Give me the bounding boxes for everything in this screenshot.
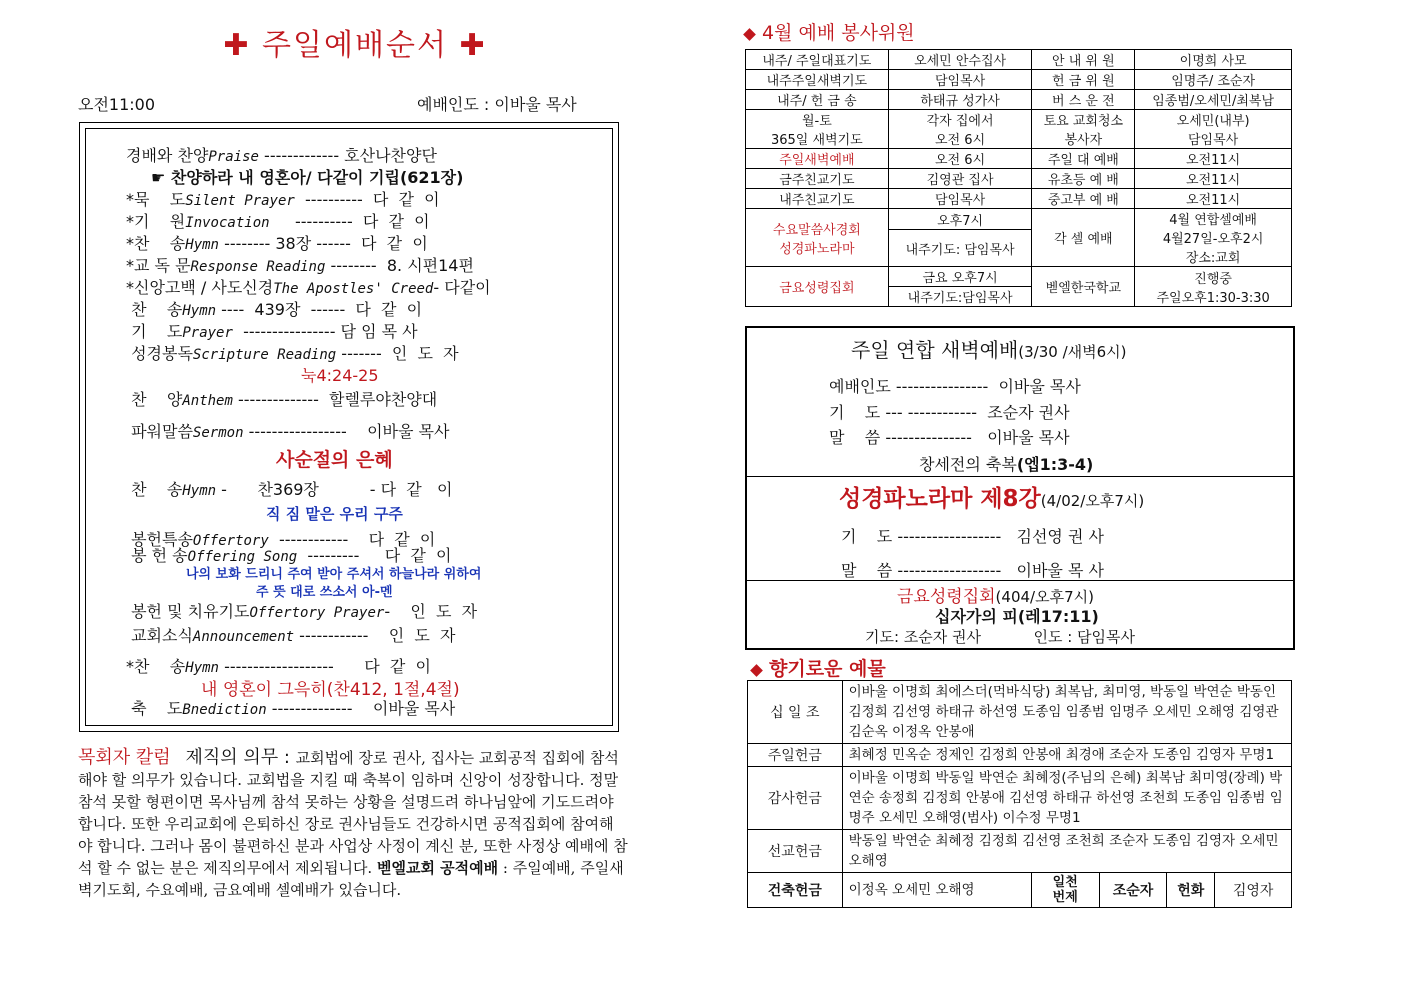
- order-line: 봉 헌 송Offering Song --------- 다 같 이: [126, 546, 452, 565]
- order-line: *찬 송Hymn -------- 38장 ------ 다 같 이: [126, 234, 428, 253]
- table-row: 선교헌금 박동일 박연순 최혜정 김정희 김선영 조천희 조순자 도종임 김영자 오세민 오해영: [748, 830, 1292, 873]
- column-label: 목회자 칼럼: [78, 747, 171, 768]
- cross-icon: ✚: [223, 28, 251, 63]
- column-bold: 벧엘교회 공적예배: [376, 859, 499, 877]
- table-row: 주일새벽예배 오전 6시 주일 대 예배 오전11시: [746, 149, 1292, 169]
- offering-title: 향기로운 예물: [769, 658, 886, 680]
- scripture-ref: 눅4:24-25: [301, 366, 379, 385]
- panorama-line: 기 도 ------------------ 김선영 권 사: [841, 527, 1104, 546]
- order-line: *기 원Invocation ---------- 다 같 이: [126, 212, 430, 231]
- cross-icon: ✚: [459, 28, 487, 63]
- offering-song-lyric: 나의 보화 드리니 주여 받아 주셔서 하늘나라 위하여: [186, 567, 482, 582]
- service-leader: 예배인도 : 이바울 목사: [417, 95, 577, 114]
- dawn-line: 예배인도 ---------------- 이바울 목사: [829, 377, 1081, 396]
- table-row: 내주/ 헌 금 송 하태규 성가사 버 스 운 전 임종범/오세민/최복남: [746, 90, 1292, 110]
- order-line: 교회소식Announcement ------------ 인 도 자: [126, 626, 456, 645]
- dawn-line: 기 도 --- ------------ 조순자 권사: [829, 403, 1070, 422]
- order-line: 찬 송Hymn - 찬369장 - 다 같 이: [126, 480, 453, 499]
- panorama-title-row: 성경파노라마 제8강(4/02/오후7시): [839, 486, 1145, 512]
- column-heading: 제직의 의무 :: [185, 747, 296, 768]
- order-line: 축 도Bnediction -------------- 이바울 목사: [126, 699, 456, 718]
- diamond-bullet-icon: [750, 664, 763, 677]
- table-row: 내주/ 주일대표기도 오세민 안수집사 안 내 위 원 이명희 사모: [746, 50, 1292, 70]
- friday-footer: 기도: 조순자 권사 인도 : 담임목사: [865, 628, 1135, 646]
- table-row: 내주기도:담임목사: [746, 287, 1292, 307]
- order-line: 경배와 찬양Praise ------------- 호산나찬양단: [126, 146, 437, 165]
- schedule-title-row: [745, 18, 915, 45]
- diamond-bullet-icon: [743, 28, 756, 41]
- table-row: 내주친교기도 담임목사 중고부 예 배 오전11시: [746, 189, 1292, 209]
- offering-table: [747, 680, 1292, 908]
- dawn-service-box: [745, 326, 1295, 650]
- table-row: 수요말씀사경회 성경파노라마 오후7시 각 셀 예배 4월 연합셀예배 4월27일-오후2시 장소:교회: [746, 209, 1292, 230]
- friday-title-row: 금요성령집회(404/오후7시): [897, 587, 1094, 607]
- closing-hymn: 내 영혼이 그윽히(찬412, 1절,4절): [201, 680, 460, 700]
- service-schedule-table: [745, 49, 1292, 307]
- order-line: *신앙고백 / 사도신경The Apostles' Creed- 다같이: [126, 278, 491, 297]
- table-row: 내주기도: 담임목사: [746, 230, 1292, 267]
- table-row: 월-토 365일 새벽기도 각자 집에서 오전 6시 토요 교회청소 봉사자 오세민(내부) 담임목사: [746, 110, 1292, 149]
- order-line: 성경봉독Scripture Reading ------- 인 도 자: [126, 344, 459, 363]
- order-line: 파워말씀Sermon ----------------- 이바울 목사: [126, 422, 450, 441]
- worship-order-box: [79, 122, 619, 732]
- service-time: 오전11:00: [78, 95, 156, 114]
- schedule-title: 4월 예배 봉사위원: [762, 22, 915, 44]
- order-line: *찬 송Hymn ------------------- 다 같 이: [126, 657, 431, 676]
- table-row: 금요성령집회 금요 오후7시 벧엘한국학교 진행중 주일오후1:30-3:30: [746, 267, 1292, 287]
- order-line: ☛ 찬양하라 내 영혼아/ 다같이 기립(621장): [151, 168, 464, 187]
- order-line: 기 도Prayer ---------------- 담 임 목 사: [126, 322, 418, 341]
- page-title: [215, 20, 495, 64]
- dawn-message: 창세전의 축복(엡1:3-4): [919, 455, 1094, 474]
- order-line: 봉헌특송Offertory ------------ 다 같 이: [126, 530, 436, 549]
- table-row: 십 일 조 이바울 이명희 최에스더(먹바식당) 최복남, 최미영, 박동일 박연순 박동인 김정희 김선영 하태규 하선영 도종임 임종범 임명주 오세민 오해영 김영관 김순옥 이정옥 안봉애: [748, 681, 1292, 744]
- divider: [747, 476, 1293, 477]
- hymn-title: 직 짐 맡은 우리 구주: [266, 505, 403, 523]
- table-row: 주일헌금 최혜정 민옥순 정제인 김정희 안봉애 최경애 조순자 도종임 김영자 무명1: [748, 744, 1292, 767]
- table-row: 금주친교기도 김영관 집사 유초등 예 배 오전11시: [746, 169, 1292, 189]
- dawn-title-row: 주일 연합 새벽예배(3/30 /새벽6시): [851, 338, 1127, 362]
- order-line: 봉헌 및 치유기도Offertory Prayer- 인 도 자: [126, 602, 478, 621]
- offering-song-lyric: 주 뜻 대로 쓰소서 아-멘: [256, 585, 393, 600]
- table-row: 내주주일새벽기도 담임목사 헌 금 위 원 임명주/ 조순자: [746, 70, 1292, 90]
- column-text: : 주일예배, 주일새벽기도회, 수요예배, 금요예배 셀예배가 있습니다.: [78, 859, 624, 899]
- sermon-title: 사순절의 은혜: [276, 449, 393, 471]
- panorama-line: 말 씀 ------------------ 이바울 목 사: [841, 561, 1104, 580]
- order-line: *교 독 문Response Reading -------- 8. 시편14편: [126, 256, 474, 275]
- column-text: 교회법에 장로 권사, 집사는 교회공적 집회에 참석해야 할 의무가 있습니다. 교회법을 지킬 때 축복이 임하며 신앙이 성장합니다. 정말 참석 못할 형편이면 목사님께 참석 못하는 상황을 설명드려 하나님앞에 기도드려야 합니다. 또한 우리교회에 은퇴하신 장로 권사님들도 건강하시면 공적집회에 참여해야 합니다. 그러나 몸이 불편하신 분과 사업상 사정이 계신 분, 또한 사정상 예배에 참석 할 수 없는 분은 제직의무에서 제외됩니다.: [78, 749, 628, 877]
- table-row: 건축헌금 이정옥 오세민 오해영 일천 번제 조순자 헌화 김영자: [748, 873, 1292, 908]
- dawn-line: 말 씀 --------------- 이바울 목사: [829, 428, 1070, 447]
- order-line: 찬 송Hymn ---- 439장 ------ 다 같 이: [126, 300, 423, 319]
- order-line: *묵 도Silent Prayer ---------- 다 같 이: [126, 190, 440, 209]
- pastor-column: [78, 747, 628, 901]
- friday-message: 십자가의 피(레17:11): [935, 607, 1099, 626]
- offering-title-row: [752, 654, 886, 681]
- table-row: 감사헌금 이바울 이명희 박동일 박연순 최혜정(주님의 은혜) 최복남 최미영(장례) 박연순 송정희 김정희 안봉애 김선영 하태규 하선영 조천희 도종임 임종범 임명주 오세민 오해영(범사) 이수정 무명1: [748, 767, 1292, 830]
- order-title: 주일예배순서: [262, 28, 448, 63]
- divider: [747, 580, 1293, 581]
- order-line: 찬 양Anthem -------------- 할렐루야찬양대: [126, 390, 438, 409]
